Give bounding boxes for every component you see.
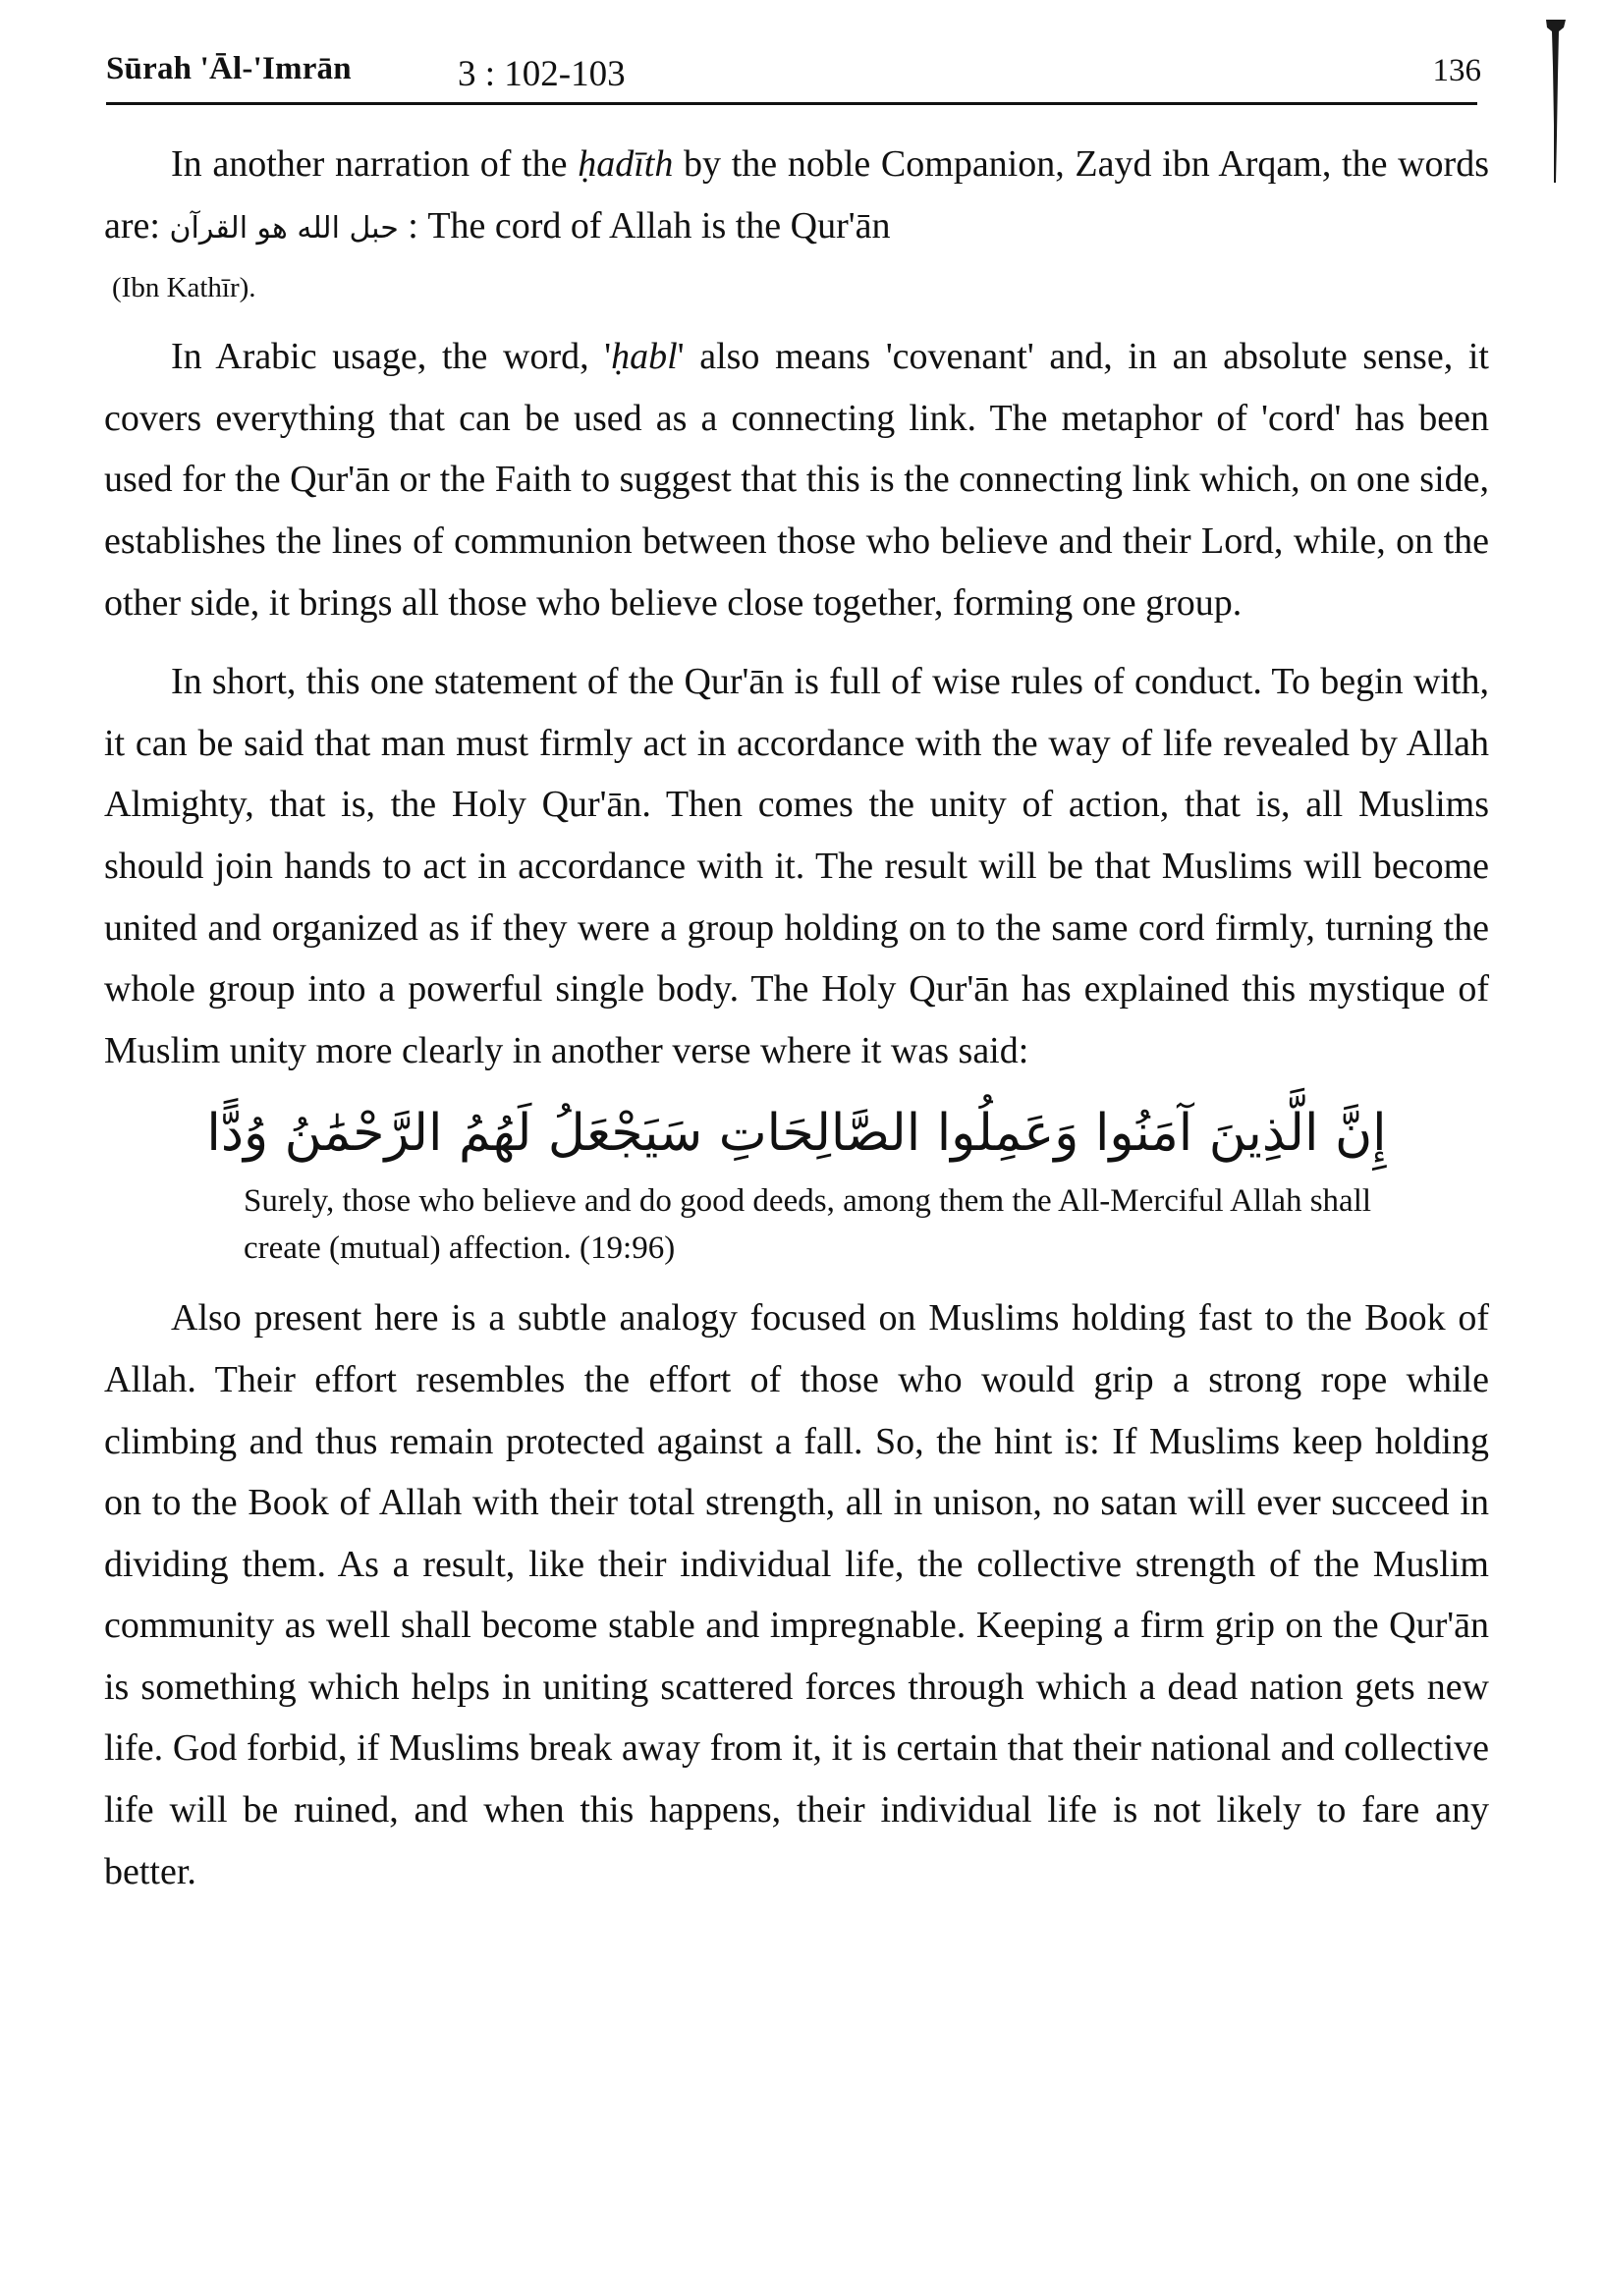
page-number: 136 bbox=[1432, 53, 1481, 88]
page-body bbox=[104, 134, 1489, 1902]
paragraph-in-short: In short, this one statement of the Qur'ān is full of wise rules of conduct. To begin with, it can be said that man must firmly act in accordance with the way of life revealed by Allah Almighty, that is, the Holy Qur'ān. Then comes the unity of action, that is, all Muslims should join hands to act in accordance with it. The result will be that Muslims will become united and organized as if they were a group holding on to the same cord firmly, turning the whole group into a powerful single body. The Holy Qur'ān has explained this mystique of Muslim unity more clearly in another verse where it was said: bbox=[104, 661, 1489, 1071]
p1-italic-hadith: ḥadīth bbox=[578, 143, 674, 185]
verse-translation: Surely, those who believe and do good deeds, among them the All-Merciful Allah shall create (mutual) affection. (19:96) bbox=[244, 1183, 1372, 1267]
p1-text-a: In another narration of the bbox=[171, 143, 579, 185]
p2-text-b: ' also means 'covenant' and, in an absolute sense, it covers everything that can be used as a connecting link. The metaphor of 'cord' has been used for the Qur'ān or the Faith to suggest that this is the connecting link which, on one side, establishes the lines of communion between those who believe and their Lord, while, on the other side, it brings all those who believe close together, forming one group. bbox=[104, 336, 1489, 624]
p2-text-a: In Arabic usage, the word, ' bbox=[171, 336, 612, 378]
quran-verse-arabic: إِنَّ الَّذِينَ آمَنُوا وَعَمِلُوا الصَّالِحَاتِ سَيَجْعَلُ لَهُمُ الرَّحْمَٰنُ وُدًّا bbox=[206, 1104, 1387, 1164]
paragraph-narration bbox=[104, 134, 1489, 259]
p1-arabic-quote: حبل الله هو القرآن bbox=[169, 210, 399, 246]
running-header bbox=[106, 43, 1481, 102]
source-citation: (Ibn Kathīr). bbox=[112, 272, 256, 304]
p2-italic-habl: ḥabl bbox=[611, 336, 678, 378]
paragraph-analogy: Also present here is a subtle analogy focused on Muslims holding fast to the Book of Allah. Their effort resembles the effort of those who would grip a strong rope while climbing and thus remain protected against a fall. So, the hint is: If Muslims keep holding on to the Book of Allah with their total strength, all in unison, no satan will ever succeed in dividing them. As a result, like their individual life, the collective strength of the Muslim community as well shall become stable and impregnable. Keeping a firm grip on the Qur'ān is something which helps in uniting scattered forces through which a dead nation gets new life. God forbid, if Muslims break away from it, it is certain that their national and collective life will be ruined, and when this happens, their individual life is not likely to fare any better. bbox=[104, 1297, 1489, 1892]
surah-title: Sūrah 'Āl-'Imrān bbox=[106, 51, 352, 86]
binding-edge-mark bbox=[1544, 18, 1568, 185]
p1-text-c: : The cord of Allah is the Qur'ān bbox=[398, 204, 891, 246]
verse-reference: 3 : 102-103 bbox=[458, 54, 626, 94]
p1-text-b: by the noble Companion, Zayd ibn Arqam, the words are: bbox=[104, 143, 1489, 246]
header-rule bbox=[106, 102, 1477, 105]
paragraph-arabic-usage bbox=[104, 326, 1489, 633]
